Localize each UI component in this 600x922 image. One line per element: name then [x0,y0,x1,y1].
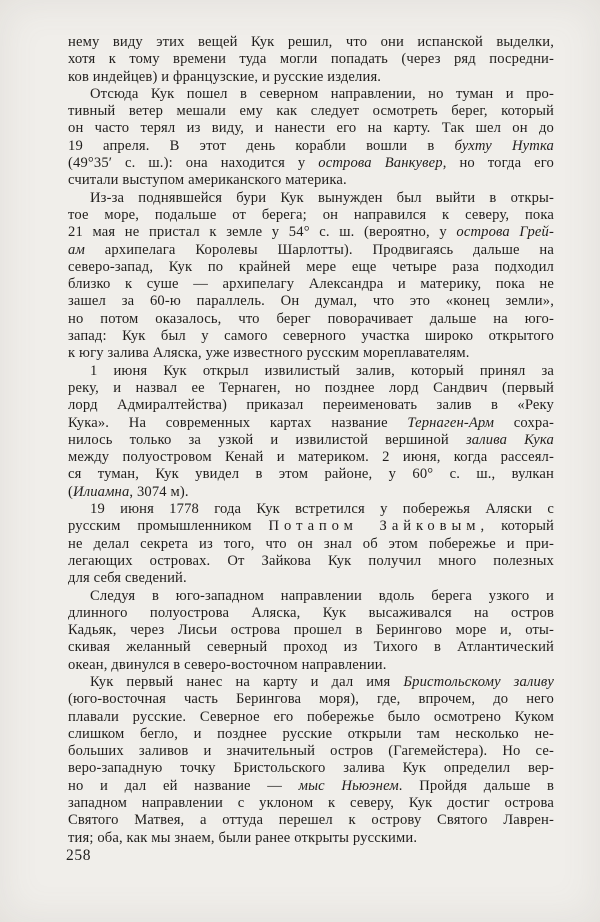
body-text: он часто терял из виду, и нанести его на карту. Так шел он до [68,120,554,137]
text-line [68,830,554,847]
body-text: лорд Адмиралтейства) приказал переименовать залив в «Реку [68,397,554,414]
body-text: 1 июня Кук открыл извилистый залив, который принял за [90,362,554,379]
body-text: но и дал ей название — [68,777,299,794]
text-line [68,224,554,241]
text-line [68,795,554,812]
text-line [68,484,554,501]
body-text: но потом оказалось, что берег поворачивает дальше на юго- [68,310,554,327]
body-text: тое море, подальше от берега; он направился к северу, пока [68,206,554,223]
text-line [68,363,554,380]
italic-text: бухту Нутка [454,137,554,154]
text-line [68,311,554,328]
body-text: нему виду этих вещей Кук решил, что они испанской выделки, [68,34,554,50]
italic-text: ам [68,241,85,258]
text-line [68,501,554,518]
text-line [68,812,554,829]
paragraph [68,190,554,363]
body-text: Отсюда Кук пошел в северном направлении, но туман и про- [90,85,554,102]
text-line [68,190,554,207]
text-line [68,674,554,691]
text-line [68,605,554,622]
body-text: веро-западную точку Бристольского залива Кук определил вер- [68,760,554,777]
body-text: хотя к тому времени туда могли попадать (через ряд посредни- [68,51,554,68]
body-text: к югу залива Аляска, уже известного русским мореплавателям. [68,345,470,362]
body-text: нилось только за узкой и извилистой вершиной [68,431,466,448]
body-text: тивный ветер мешали ему как следует осмотреть берег, который [68,103,554,120]
body-text: ( [68,483,74,500]
letterspaced-name: Потапом Зайковым [268,518,481,535]
body-text: 19 июня 1778 года Кук встретился у побережья Аляски с [90,501,554,518]
text-line [68,242,554,259]
text-line [68,207,554,224]
body-text: , 3074 м). [129,483,189,500]
body-text: ся туман, Кук увидел в этом районе, у 60° с. ш., вулкан [68,466,554,483]
body-text: Кука». На современных картах название [68,414,408,431]
body-text: между полуостровом Кенай и материком. 2 июня, когда рассеял- [68,449,554,466]
text-line [68,120,554,137]
body-text: северо-запад, Кук по крайней мере еще четыре раза подходил [68,258,554,275]
text-line [68,69,554,86]
body-text: зашел за 60-ю параллель. Он думал, что это «конец земли», [68,293,554,310]
text-line [68,536,554,553]
body-text: сохра- [494,414,554,431]
body-text: Святого Матвея, а оттуда перешел к острову Святого Лаврен- [68,812,554,829]
body-text: для себя сведений. [68,570,187,587]
paragraph [68,86,554,190]
text-line [68,432,554,449]
body-text: слишком бегло, и позднее русские открыли там несколько не- [68,725,554,742]
body-text: , но тогда его [442,155,554,172]
text-line [68,622,554,639]
body-text: Следуя в юго-западном направлении вдоль берега узкого и [90,587,554,604]
body-text: близко к суше — архипелагу Александра и материку, пока не [68,276,554,293]
text-line [68,397,554,414]
italic-text: Бристольскому заливу [403,673,555,690]
text-line [68,86,554,103]
paragraph [68,34,554,86]
body-text: (юго-восточная часть Берингова моря), где, впрочем, до него [68,691,554,708]
body-text: 19 апреля. В этот день корабли вошли в [68,137,455,154]
text-line [68,778,554,795]
text-line [68,276,554,293]
paragraph [68,501,554,587]
body-text: западном направлении с уклоном к северу, Кук достиг острова [68,795,554,812]
body-text: реку, и назвал ее Тернаген, но позднее лорд Сандвич (первый [68,379,554,396]
text-line [68,138,554,155]
text-line [68,449,554,466]
italic-text: острова Ванкувер [318,155,443,172]
body-text: Кадьяк, через Лисьи острова прошел в Берингово море и, оты- [68,622,554,639]
paragraph [68,588,554,674]
body-text: запад: Кук был у самого северного участка широко открытого [68,328,554,345]
italic-text: Тернаген-Арм [407,414,495,431]
text-line [68,657,554,674]
text-line [68,639,554,656]
body-text: больших заливов и значительный остров (Гагемейстера). Но се- [68,743,554,760]
italic-text: залива Кука [465,431,554,448]
body-text: тия; оба, как мы знаем, были ранее открыты русскими. [68,829,418,846]
body-text: океан, двинулся в северо-восточном направлении. [68,656,387,673]
page-number: 258 [66,847,92,864]
text-line [68,518,554,535]
body-text: , который [480,518,555,535]
text-line [68,709,554,726]
text-line [68,259,554,276]
text-line [68,172,554,189]
text-line [68,293,554,310]
body-text: Из-за поднявшейся бури Кук вынужден был выйти в откры- [90,189,554,206]
text-line [68,570,554,587]
text-line [68,155,554,172]
text-line [68,743,554,760]
body-text: легающих островах. От Зайкова Кук получил много полезных [68,552,554,569]
text-line [68,466,554,483]
text-block [68,34,554,847]
body-text: русским промышленником [68,518,269,535]
body-text: . Пройдя дальше в [398,777,555,794]
text-line [68,726,554,743]
body-text: не делал секрета из того, что он знал об этом побережье и при- [68,535,554,552]
text-line [68,345,554,362]
text-line [68,328,554,345]
body-text: считали выступом американского материка. [68,172,347,189]
body-text: (49°35′ с. ш.): она находится у [68,155,319,172]
body-text: скивая желанный северный проход из Тихого в Атлантический [68,639,554,656]
body-text: ков индейцев) и французские, и русские изделия. [68,68,382,85]
body-text: архипелага Королевы Шарлотты). Продвигаясь дальше на [84,241,554,258]
body-text: плавали русские. Северное его побережье было осмотрено Куком [68,708,554,725]
italic-text: острова Грей- [456,224,554,241]
italic-text: Илиамна [73,483,130,500]
text-line [68,415,554,432]
body-text: длинного полуострова Аляска, Кук высаживался на остров [68,604,554,621]
text-line [68,553,554,570]
text-line [68,691,554,708]
text-line [68,51,554,68]
body-text: 21 мая не пристал к земле у 54° с. ш. (вероятно, у [68,224,457,241]
text-line [68,380,554,397]
text-line [68,760,554,777]
paragraph [68,674,554,847]
text-line [68,588,554,605]
italic-text: мыс Ньюэнем [298,777,399,794]
body-text: Кук первый нанес на карту и дал имя [90,673,404,690]
text-line [68,103,554,120]
paragraph [68,363,554,501]
text-line [68,34,554,51]
